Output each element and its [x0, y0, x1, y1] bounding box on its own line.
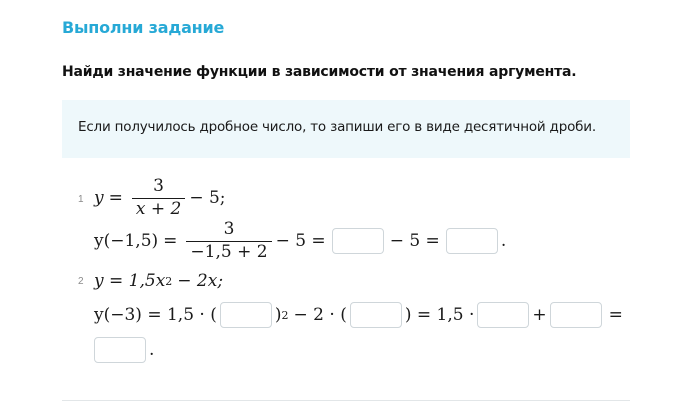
task-2-answer-input-4[interactable]	[550, 302, 602, 328]
task-1-function	[94, 177, 226, 219]
task-2-function-text: y = 1,5x	[94, 271, 166, 291]
task-1-fraction	[132, 175, 185, 219]
task-2-number: 2	[78, 276, 84, 287]
task-1-numerator: 3	[153, 175, 164, 196]
task-2-eval-plus: +	[532, 305, 547, 325]
task-header: Выполни задание	[62, 18, 225, 37]
task-1-evaluation	[94, 219, 506, 263]
task-2-eval-close2: ) = 1,5 ·	[404, 305, 475, 325]
task-2-eval-equals: =	[608, 305, 623, 325]
task-1-y: y	[94, 188, 104, 208]
task-2-final-line	[94, 336, 154, 364]
task-2-eval-end: .	[149, 340, 155, 360]
task-2-eval-mid: − 2 · (	[293, 305, 347, 325]
task-1-answer-input-1[interactable]	[332, 228, 384, 254]
task-1-answer-input-2[interactable]	[446, 228, 498, 254]
task-2-answer-input-3[interactable]	[477, 302, 529, 328]
task-1-eval-lhs: y(−1,5)	[94, 231, 159, 251]
task-1-denominator: x + 2	[132, 198, 185, 219]
task-2-eval-lhs: y(−3) = 1,5 · (	[94, 305, 217, 325]
instruction-text: Найди значение функции в зависимости от значения аргумента.	[62, 64, 577, 80]
task-1-eval-numerator: 3	[223, 218, 235, 239]
task-2-function	[94, 268, 223, 294]
task-2-eval-close1: )	[274, 305, 282, 325]
task-2-function-tail: − 2x;	[177, 271, 224, 291]
task-1-eval-part1: − 5 =	[275, 231, 326, 251]
task-1-eval-equals: =	[163, 231, 178, 251]
task-2-exponent: 2	[165, 274, 173, 288]
task-1-equals: =	[108, 188, 123, 208]
task-2-answer-input-2[interactable]	[350, 302, 402, 328]
hint-box	[62, 100, 630, 158]
task-1-tail: − 5;	[189, 188, 226, 208]
task-1-number: 1	[78, 194, 84, 205]
bottom-divider	[62, 400, 630, 401]
task-2-answer-input-5[interactable]	[94, 337, 146, 363]
task-1-eval-end: .	[500, 231, 507, 251]
task-2-answer-input-1[interactable]	[220, 302, 272, 328]
hint-text: Если получилось дробное число, то запиши его в виде десятичной дроби.	[78, 119, 596, 135]
task-2-evaluation	[94, 301, 623, 329]
task-1-eval-part2: − 5 =	[389, 231, 440, 251]
task-1-eval-denominator: −1,5 + 2	[186, 241, 271, 262]
task-1-eval-fraction	[186, 218, 271, 262]
task-2-eval-exponent: 2	[281, 308, 289, 322]
